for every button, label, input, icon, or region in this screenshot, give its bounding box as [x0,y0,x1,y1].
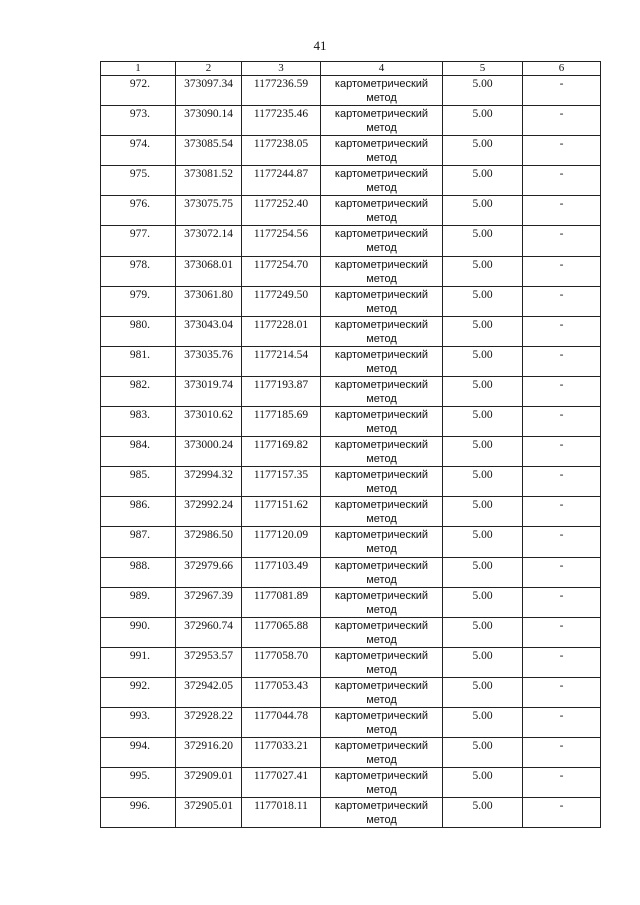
method-line-2: метод [366,814,397,827]
accuracy-cell: 5.00 [443,437,523,467]
x-coordinate-cell: 373043.04 [176,316,242,346]
accuracy-cell: 5.00 [443,738,523,768]
table-row [101,677,601,707]
y-coordinate-cell: 1177228.01 [242,316,321,346]
accuracy-cell: 5.00 [443,707,523,737]
accuracy-cell: 5.00 [443,587,523,617]
x-coordinate-cell: 372994.32 [176,467,242,497]
y-coordinate-cell: 1177252.40 [242,196,321,226]
column-header-6: 6 [523,62,601,76]
method-cell [321,467,443,497]
table-row [101,76,601,106]
point-number-cell: 982. [101,376,176,406]
description-cell: - [523,707,601,737]
table-row [101,136,601,166]
point-number-cell: 995. [101,768,176,798]
method-line-1: картометрический [334,439,429,452]
y-coordinate-cell: 1177157.35 [242,467,321,497]
y-coordinate-cell: 1177214.54 [242,346,321,376]
accuracy-cell: 5.00 [443,647,523,677]
method-cell [321,226,443,256]
method-line-1: картометрический [334,589,429,602]
x-coordinate-cell: 373075.75 [176,196,242,226]
point-number-cell: 979. [101,286,176,316]
table-row [101,437,601,467]
method-cell [321,768,443,798]
y-coordinate-cell: 1177169.82 [242,437,321,467]
method-cell [321,346,443,376]
method-cell [321,707,443,737]
description-cell: - [523,617,601,647]
description-cell: - [523,346,601,376]
y-coordinate-cell: 1177081.89 [242,587,321,617]
method-line-1: картометрический [334,228,429,241]
method-line-1: картометрический [334,709,429,722]
x-coordinate-cell: 372986.50 [176,527,242,557]
method-line-1: картометрический [334,318,429,331]
accuracy-cell: 5.00 [443,407,523,437]
method-line-2: метод [366,242,397,255]
method-cell [321,76,443,106]
y-coordinate-cell: 1177151.62 [242,497,321,527]
point-number-cell: 975. [101,166,176,196]
method-cell [321,196,443,226]
method-line-2: метод [366,573,397,586]
description-cell: - [523,677,601,707]
method-line-1: картометрический [334,469,429,482]
accuracy-cell: 5.00 [443,316,523,346]
method-line-1: картометрический [334,288,429,301]
x-coordinate-cell: 373019.74 [176,376,242,406]
x-coordinate-cell: 372960.74 [176,617,242,647]
method-cell [321,286,443,316]
method-cell [321,557,443,587]
point-number-cell: 977. [101,226,176,256]
method-line-1: картометрический [334,559,429,572]
point-number-cell: 981. [101,346,176,376]
table-row [101,316,601,346]
table-row [101,286,601,316]
method-line-2: метод [366,392,397,405]
table-row [101,226,601,256]
method-line-1: картометрический [334,348,429,361]
accuracy-cell: 5.00 [443,136,523,166]
column-header-3: 3 [242,62,321,76]
description-cell: - [523,587,601,617]
method-line-2: метод [366,723,397,736]
method-cell [321,407,443,437]
column-header-5: 5 [443,62,523,76]
method-line-1: картометрический [334,258,429,271]
page-number: 41 [313,38,327,53]
table-row [101,647,601,677]
method-line-2: метод [366,633,397,646]
accuracy-cell: 5.00 [443,76,523,106]
x-coordinate-cell: 372953.57 [176,647,242,677]
method-cell [321,497,443,527]
method-line-1: картометрический [334,619,429,632]
x-coordinate-cell: 373061.80 [176,286,242,316]
table-row [101,738,601,768]
point-number-cell: 983. [101,407,176,437]
x-coordinate-cell: 373097.34 [176,76,242,106]
y-coordinate-cell: 1177238.05 [242,136,321,166]
method-line-1: картометрический [334,138,429,151]
x-coordinate-cell: 373000.24 [176,437,242,467]
description-cell: - [523,76,601,106]
x-coordinate-cell: 372967.39 [176,587,242,617]
method-line-2: метод [366,122,397,135]
description-cell: - [523,467,601,497]
description-cell: - [523,527,601,557]
method-cell [321,587,443,617]
point-number-cell: 991. [101,647,176,677]
method-line-2: метод [366,663,397,676]
x-coordinate-cell: 372905.01 [176,798,242,828]
table-row [101,527,601,557]
table-row [101,256,601,286]
table-header-row [101,62,601,76]
x-coordinate-cell: 373035.76 [176,346,242,376]
point-number-cell: 978. [101,256,176,286]
method-line-2: метод [366,152,397,165]
y-coordinate-cell: 1177185.69 [242,407,321,437]
description-cell: - [523,768,601,798]
point-number-cell: 987. [101,527,176,557]
accuracy-cell: 5.00 [443,226,523,256]
method-line-2: метод [366,92,397,104]
method-cell [321,647,443,677]
accuracy-cell: 5.00 [443,557,523,587]
x-coordinate-cell: 372942.05 [176,677,242,707]
x-coordinate-cell: 372928.22 [176,707,242,737]
point-number-cell: 993. [101,707,176,737]
accuracy-cell: 5.00 [443,677,523,707]
column-header-1: 1 [101,62,176,76]
description-cell: - [523,196,601,226]
accuracy-cell: 5.00 [443,166,523,196]
x-coordinate-cell: 372992.24 [176,497,242,527]
table-row [101,407,601,437]
point-number-cell: 988. [101,557,176,587]
point-number-cell: 985. [101,467,176,497]
x-coordinate-cell: 372979.66 [176,557,242,587]
column-header-2: 2 [176,62,242,76]
table-row [101,166,601,196]
description-cell: - [523,798,601,828]
table-row [101,557,601,587]
x-coordinate-cell: 373072.14 [176,226,242,256]
y-coordinate-cell: 1177053.43 [242,677,321,707]
method-line-2: метод [366,302,397,315]
coordinates-table [100,61,601,828]
method-cell [321,677,443,707]
method-line-2: метод [366,513,397,526]
description-cell: - [523,647,601,677]
accuracy-cell: 5.00 [443,768,523,798]
y-coordinate-cell: 1177033.21 [242,738,321,768]
point-number-cell: 992. [101,677,176,707]
method-line-2: метод [366,332,397,345]
table-row [101,376,601,406]
description-cell: - [523,286,601,316]
description-cell: - [523,106,601,136]
table-row [101,707,601,737]
method-cell [321,376,443,406]
x-coordinate-cell: 373085.54 [176,136,242,166]
point-number-cell: 980. [101,316,176,346]
method-cell [321,316,443,346]
method-line-1: картометрический [334,740,429,753]
x-coordinate-cell: 373068.01 [176,256,242,286]
y-coordinate-cell: 1177236.59 [242,76,321,106]
y-coordinate-cell: 1177044.78 [242,707,321,737]
point-number-cell: 996. [101,798,176,828]
point-number-cell: 973. [101,106,176,136]
method-line-2: метод [366,212,397,225]
description-cell: - [523,316,601,346]
description-cell: - [523,497,601,527]
method-line-2: метод [366,784,397,797]
accuracy-cell: 5.00 [443,196,523,226]
method-cell [321,256,443,286]
point-number-cell: 974. [101,136,176,166]
accuracy-cell: 5.00 [443,798,523,828]
accuracy-cell: 5.00 [443,467,523,497]
method-line-1: картометрический [334,800,429,813]
table-row [101,467,601,497]
x-coordinate-cell: 373010.62 [176,407,242,437]
accuracy-cell: 5.00 [443,106,523,136]
description-cell: - [523,166,601,196]
description-cell: - [523,557,601,587]
method-cell [321,617,443,647]
point-number-cell: 976. [101,196,176,226]
column-header-4: 4 [321,62,443,76]
method-line-2: метод [366,453,397,466]
method-cell [321,166,443,196]
accuracy-cell: 5.00 [443,617,523,647]
table-row [101,798,601,828]
method-line-1: картометрический [334,529,429,542]
method-line-2: метод [366,423,397,436]
x-coordinate-cell: 373090.14 [176,106,242,136]
y-coordinate-cell: 1177249.50 [242,286,321,316]
description-cell: - [523,376,601,406]
table-row [101,196,601,226]
method-line-2: метод [366,543,397,556]
method-line-1: картометрический [334,679,429,692]
method-line-1: картометрический [334,649,429,662]
y-coordinate-cell: 1177254.56 [242,226,321,256]
method-cell [321,527,443,557]
y-coordinate-cell: 1177193.87 [242,376,321,406]
accuracy-cell: 5.00 [443,256,523,286]
y-coordinate-cell: 1177120.09 [242,527,321,557]
point-number-cell: 994. [101,738,176,768]
method-line-2: метод [366,754,397,767]
y-coordinate-cell: 1177065.88 [242,617,321,647]
method-line-1: картометрический [334,378,429,391]
y-coordinate-cell: 1177018.11 [242,798,321,828]
method-line-2: метод [366,483,397,496]
y-coordinate-cell: 1177027.41 [242,768,321,798]
y-coordinate-cell: 1177235.46 [242,106,321,136]
accuracy-cell: 5.00 [443,346,523,376]
accuracy-cell: 5.00 [443,376,523,406]
point-number-cell: 984. [101,437,176,467]
accuracy-cell: 5.00 [443,286,523,316]
y-coordinate-cell: 1177254.70 [242,256,321,286]
point-number-cell: 990. [101,617,176,647]
method-line-2: метод [366,362,397,375]
table-row [101,768,601,798]
x-coordinate-cell: 372909.01 [176,768,242,798]
x-coordinate-cell: 372916.20 [176,738,242,768]
description-cell: - [523,407,601,437]
accuracy-cell: 5.00 [443,527,523,557]
description-cell: - [523,256,601,286]
table-row [101,587,601,617]
method-cell [321,738,443,768]
method-line-1: картометрический [334,78,429,90]
table-row [101,346,601,376]
y-coordinate-cell: 1177244.87 [242,166,321,196]
method-line-1: картометрический [334,198,429,211]
method-line-2: метод [366,693,397,706]
method-line-1: картометрический [334,108,429,121]
description-cell: - [523,738,601,768]
point-number-cell: 986. [101,497,176,527]
y-coordinate-cell: 1177058.70 [242,647,321,677]
point-number-cell: 989. [101,587,176,617]
description-cell: - [523,437,601,467]
method-line-1: картометрический [334,770,429,783]
table-row [101,617,601,647]
y-coordinate-cell: 1177103.49 [242,557,321,587]
method-line-1: картометрический [334,409,429,422]
method-line-1: картометрический [334,499,429,512]
method-line-2: метод [366,182,397,195]
method-cell [321,437,443,467]
description-cell: - [523,136,601,166]
description-cell: - [523,226,601,256]
point-number-cell: 972. [101,76,176,106]
method-cell [321,136,443,166]
table-row [101,497,601,527]
method-line-2: метод [366,603,397,616]
accuracy-cell: 5.00 [443,497,523,527]
method-line-2: метод [366,272,397,285]
method-cell [321,798,443,828]
table-row [101,106,601,136]
method-line-1: картометрический [334,168,429,181]
x-coordinate-cell: 373081.52 [176,166,242,196]
method-cell [321,106,443,136]
